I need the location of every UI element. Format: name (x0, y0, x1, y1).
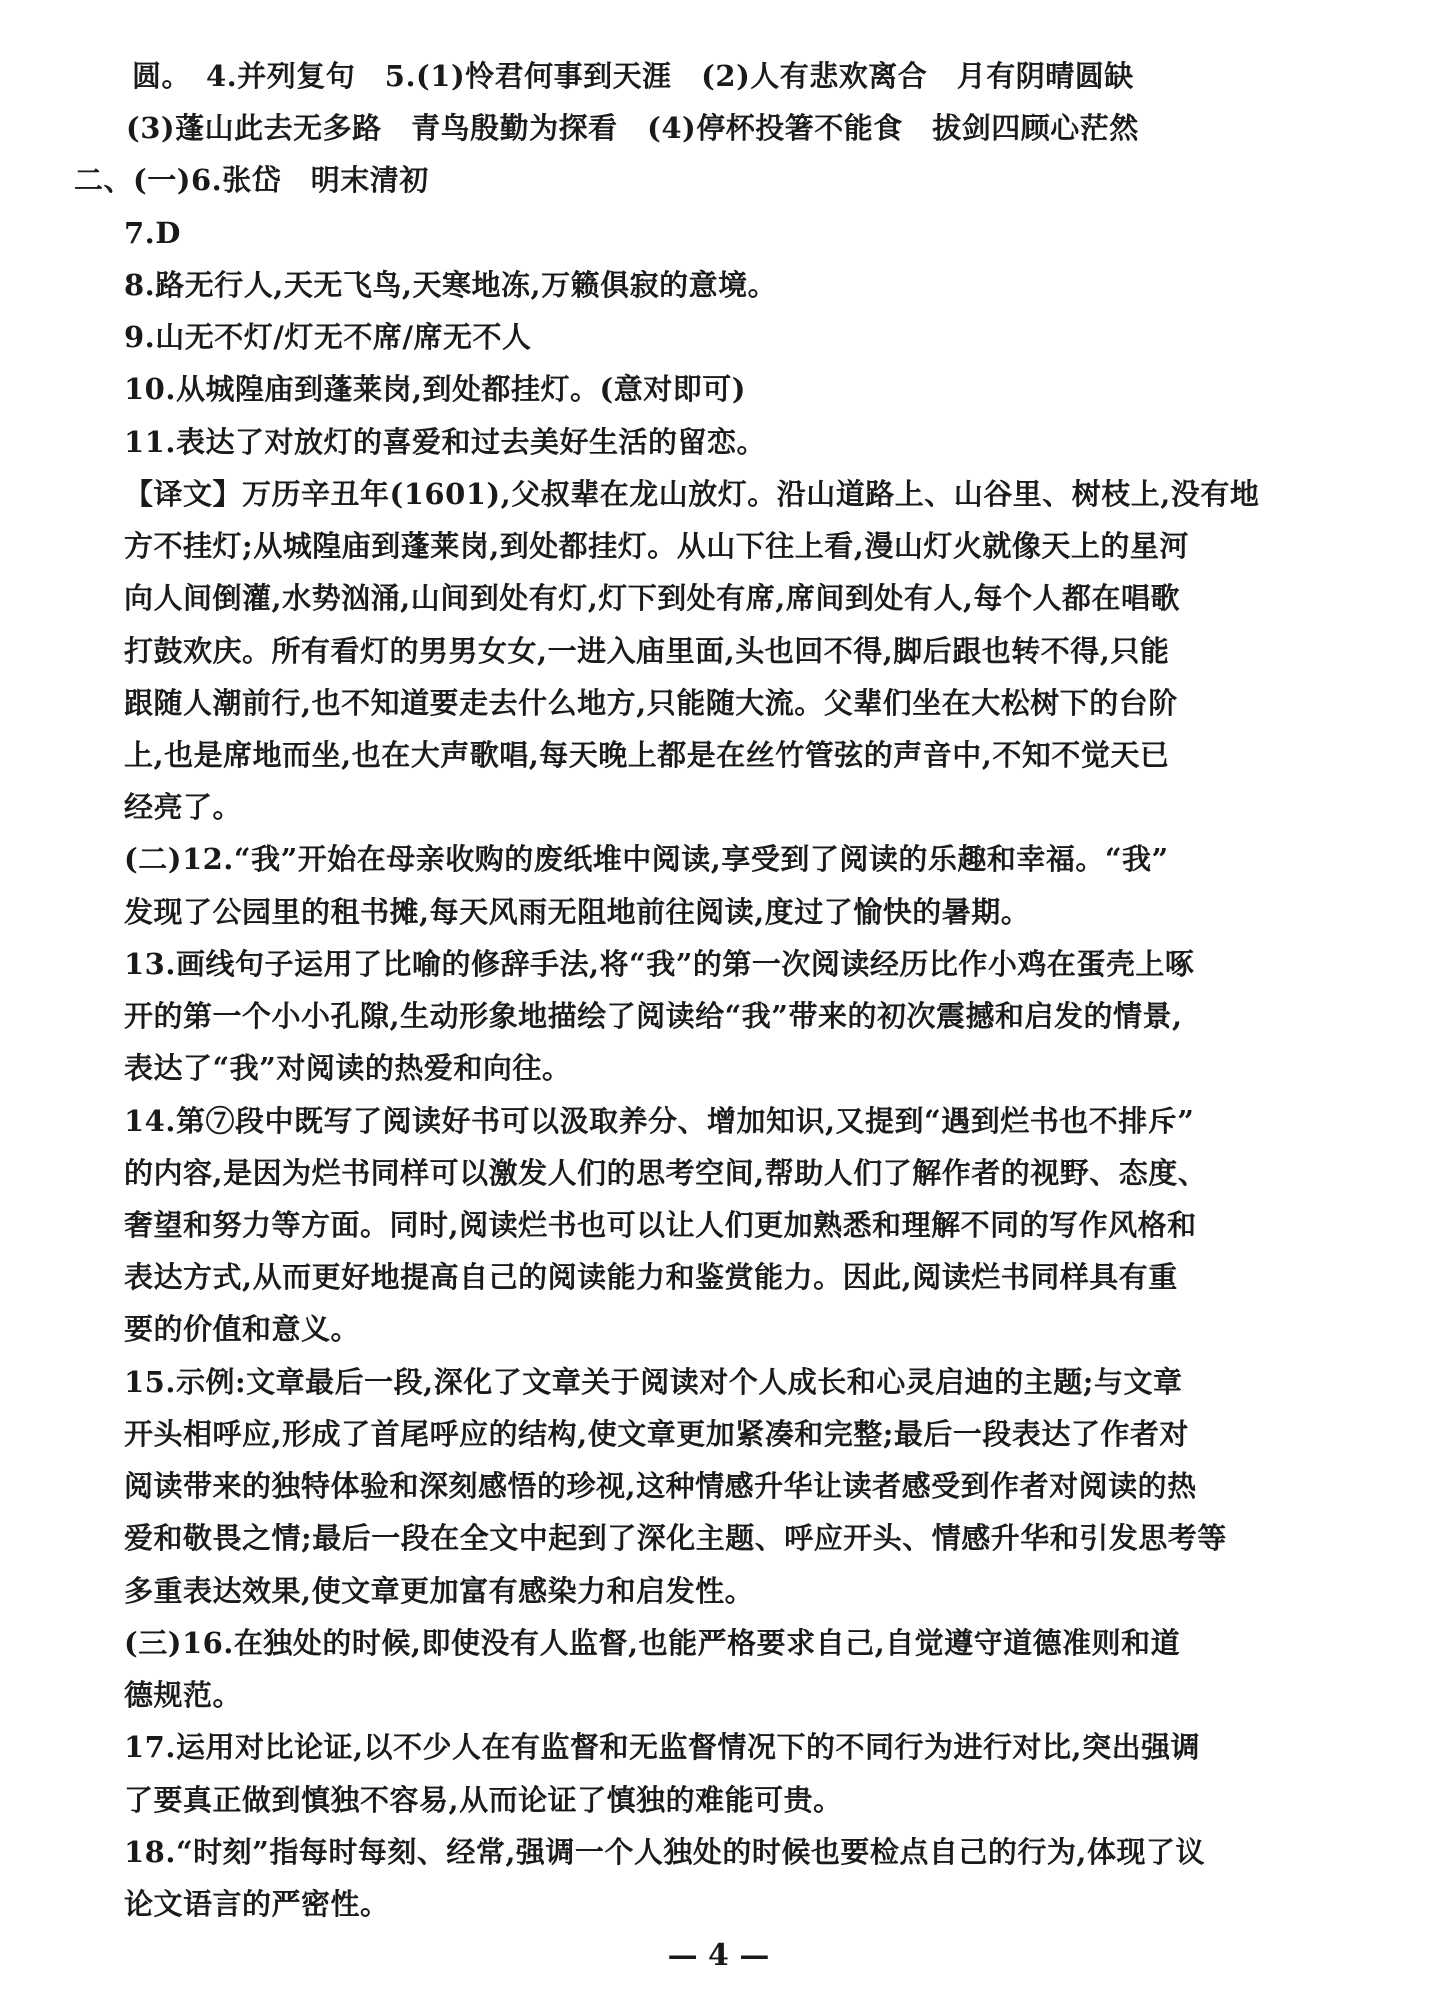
text-line: 圆。 4.并列复句 5.(1)怜君何事到天涯 (2)人有悲欢离合 月有阴晴圆缺 (132, 59, 1134, 93)
text-line: (三)16.在独处的时候,即使没有人监督,也能严格要求自己,自觉遵守道德准则和道 (124, 1625, 1181, 1660)
text-line: 的内容,是因为烂书同样可以激发人们的思考空间,帮助人们了解作者的视野、态度、 (124, 1155, 1208, 1190)
text-line: 方不挂灯;从城隍庙到蓬莱岗,到处都挂灯。从山下往上看,漫山灯火就像天上的星河 (124, 529, 1189, 564)
text-line: 18.“时刻”指每时每刻、经常,强调一个人独处的时候也要检点自己的行为,体现了议 (124, 1834, 1206, 1869)
page-number: — 4 — (667, 1938, 770, 1973)
text-line: 15.示例:文章最后一段,深化了文章关于阅读对个人成长和心灵启迪的主题;与文章 (124, 1364, 1183, 1399)
text-line: 阅读带来的独特体验和深刻感悟的珍视,这种情感升华让读者感受到作者对阅读的热 (124, 1469, 1197, 1504)
text-line: 论文语言的严密性。 (124, 1887, 390, 1921)
text-line: 开的第一个小小孔隙,生动形象地描绘了阅读给“我”带来的初次震撼和启发的情景, (124, 999, 1183, 1034)
text-line: (二)12.“我”开始在母亲收购的废纸堆中阅读,享受到了阅读的乐趣和幸福。“我” (124, 842, 1169, 877)
text-line: 了要真正做到慎独不容易,从而论证了慎独的难能可贵。 (124, 1782, 843, 1817)
text-line: 表达方式,从而更好地提高自己的阅读能力和鉴赏能力。因此,阅读烂书同样具有重 (124, 1260, 1178, 1295)
text-line: 爱和敬畏之情;最后一段在全文中起到了深化主题、呼应开头、情感升华和引发思考等 (124, 1521, 1227, 1556)
text-line: 表达了“我”对阅读的热爱和向往。 (124, 1051, 572, 1086)
text-line: 14.第⑦段中既写了阅读好书可以汲取养分、增加知识,又提到“遇到烂书也不排斥” (124, 1103, 1195, 1138)
text-line: 德规范。 (124, 1678, 243, 1713)
text-line: 上,也是席地而坐,也在大声歌唱,每天晚上都是在丝竹管弦的声音中,不知不觉天已 (124, 737, 1170, 772)
text-line: 多重表达效果,使文章更加富有感染力和启发性。 (124, 1573, 755, 1608)
text-line: 7.D (124, 215, 181, 250)
text-line: 9.山无不灯/灯无不席/席无不人 (124, 320, 532, 355)
text-line: 10.从城隍庙到蓬莱岗,到处都挂灯。(意对即可) (124, 372, 746, 407)
text-line: 17.运用对比论证,以不少人在有监督和无监督情况下的不同行为进行对比,突出强调 (124, 1730, 1201, 1765)
text-line: 11.表达了对放灯的喜爱和过去美好生活的留恋。 (124, 424, 766, 459)
text-line: 打鼓欢庆。所有看灯的男男女女,一进入庙里面,头也回不得,脚后跟也转不得,只能 (124, 633, 1170, 668)
text-line: 【译文】万历辛丑年(1601),父叔辈在龙山放灯。沿山道路上、山谷里、树枝上,没有地 (124, 476, 1260, 511)
text-line: (3)蓬山此去无多路 青鸟殷勤为探看 (4)停杯投箸不能食 拔剑四顾心茫然 (126, 111, 1139, 146)
text-line: 13.画线句子运用了比喻的修辞手法,将“我”的第一次阅读经历比作小鸡在蛋壳上啄 (124, 946, 1195, 981)
text-line: 发现了公园里的租书摊,每天风雨无阻地前往阅读,度过了愉快的暑期。 (124, 894, 1031, 929)
text-line: 向人间倒灌,水势汹涌,山间到处有灯,灯下到处有席,席间到处有人,每个人都在唱歌 (124, 581, 1180, 616)
text-line: 跟随人潮前行,也不知道要走去什么地方,只能随大流。父辈们坐在大松树下的台阶 (124, 685, 1178, 720)
text-line: 二、(一)6.张岱 明末清初 (74, 163, 429, 198)
text-line: 开头相呼应,形成了首尾呼应的结构,使文章更加紧凑和完整;最后一段表达了作者对 (124, 1416, 1189, 1451)
text-line: 奢望和努力等方面。同时,阅读烂书也可以让人们更加熟悉和理解不同的写作风格和 (124, 1208, 1197, 1243)
text-line: 经亮了。 (124, 790, 243, 825)
text-line: 要的价值和意义。 (124, 1312, 361, 1347)
text-line: 8.路无行人,天无飞鸟,天寒地冻,万籁俱寂的意境。 (124, 267, 778, 302)
